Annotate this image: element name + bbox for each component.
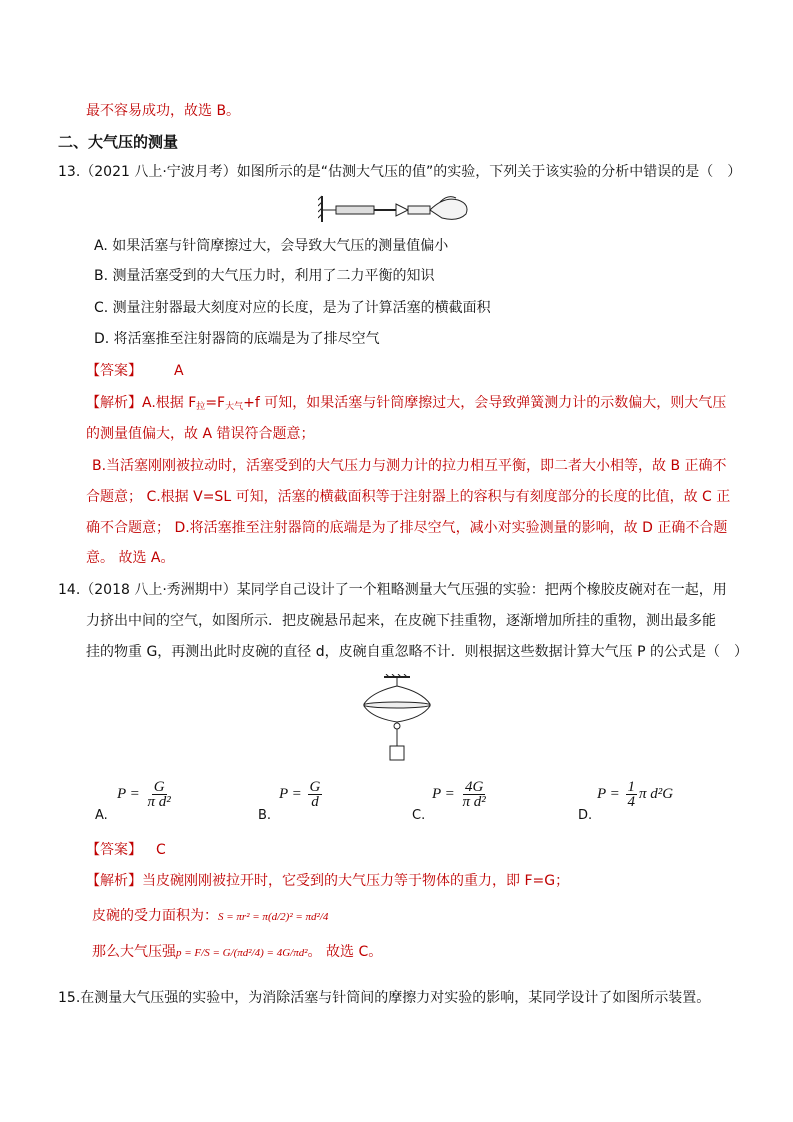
q13-analysis-line-5: 确不合题意； D.将活塞推至注射器筒的底端是为了排尽空气，减小对实验测量的影响，故 D 正确不合题	[86, 520, 728, 536]
q13-option-b: B. 测量活塞受到的大气压力时，利用了二力平衡的知识	[94, 268, 435, 284]
q13-answer	[86, 361, 184, 381]
section-title: 二、大气压的测量	[58, 133, 179, 151]
q13-analysis-line-1: 【解析】A.根据 $F_拉=F_{大气}+f$ 可知，如果活塞与针筒摩擦过大，会导致弹簧测力计的示数偏大，则大气压	[86, 395, 727, 412]
analysis-tag: 【解析】	[86, 873, 142, 889]
q14-stem-line-1: 14.（2018 八上·秀洲期中）某同学自己设计了一个粗略测量大气压强的实验：把两个橡胶皮碗对在一起，用	[58, 582, 727, 598]
q13-option-a: A. 如果活塞与针筒摩擦过大，会导致大气压的测量值偏小	[94, 238, 449, 254]
answer-value: C	[156, 842, 166, 858]
pressure-formula: p = F/S = G/(πd²/4) = 4G/πd²	[176, 947, 308, 959]
q13-stem: 13.（2021 八上·宁波月考）如图所示的是“估测大气压的值”的实验，下列关于该实验的分析中错误的是（ ）	[58, 164, 742, 180]
syringe-figure	[318, 192, 476, 226]
q13-analysis-line-2: 的测量值偏大，故 A 错误符合题意；	[86, 426, 315, 442]
answer-tag: 【答案】	[86, 363, 142, 379]
q14-analysis-line-2: 皮碗的受力面积为：S = πr² = π(d/2)² = πd²/4	[92, 908, 329, 924]
q15-stem: 15.在测量大气压强的实验中，为消除活塞与针筒间的摩擦力对实验的影响，某同学设计了如图所示装置。	[58, 990, 711, 1006]
q14-stem-line-3: 挂的物重 G，再测出此时皮碗的直径 d，皮碗自重忽略不计．则根据这些数据计算大气压 P 的公式是（ ）	[86, 644, 748, 660]
prev-answer-tail: 最不容易成功，故选 B。	[86, 103, 241, 119]
analysis-tag: 【解析】	[86, 395, 142, 411]
answer-tag: 【答案】	[86, 842, 142, 858]
q14-stem-line-2: 力挤出中间的空气，如图所示．把皮碗悬吊起来，在皮碗下挂重物，逐渐增加所挂的重物，测出最多能	[86, 613, 716, 629]
q13-option-d: D. 将活塞推至注射器筒的底端是为了排尽空气	[94, 331, 380, 347]
q14-analysis-line-3: 那么大气压强p = F/S = G/(πd²/4) = 4G/πd²。 故选 C。	[92, 944, 383, 960]
area-formula: S = πr² = π(d/2)² = πd²/4	[218, 911, 329, 923]
answer-value: A	[174, 363, 184, 379]
suction-cup-figure	[362, 674, 432, 766]
q14-answer	[86, 840, 166, 860]
q13-analysis-line-4: 合题意； C.根据 V=SL 可知，活塞的横截面积等于注射器上的容积与有刻度部分的长度的比值，故 C 正	[86, 489, 731, 505]
q13-analysis-line-6: 意。 故选 A。	[86, 550, 175, 566]
q13-option-c: C. 测量注射器最大刻度对应的长度，是为了计算活塞的横截面积	[94, 300, 491, 316]
q13-analysis-line-3: B.当活塞刚刚被拉动时，活塞受到的大气压力与测力计的拉力相互平衡，即二者大小相等，故 B 正确不	[92, 458, 727, 474]
q14-analysis-line-1: 【解析】当皮碗刚刚被拉开时，它受到的大气压力等于物体的重力，即 F=G；	[86, 873, 570, 889]
